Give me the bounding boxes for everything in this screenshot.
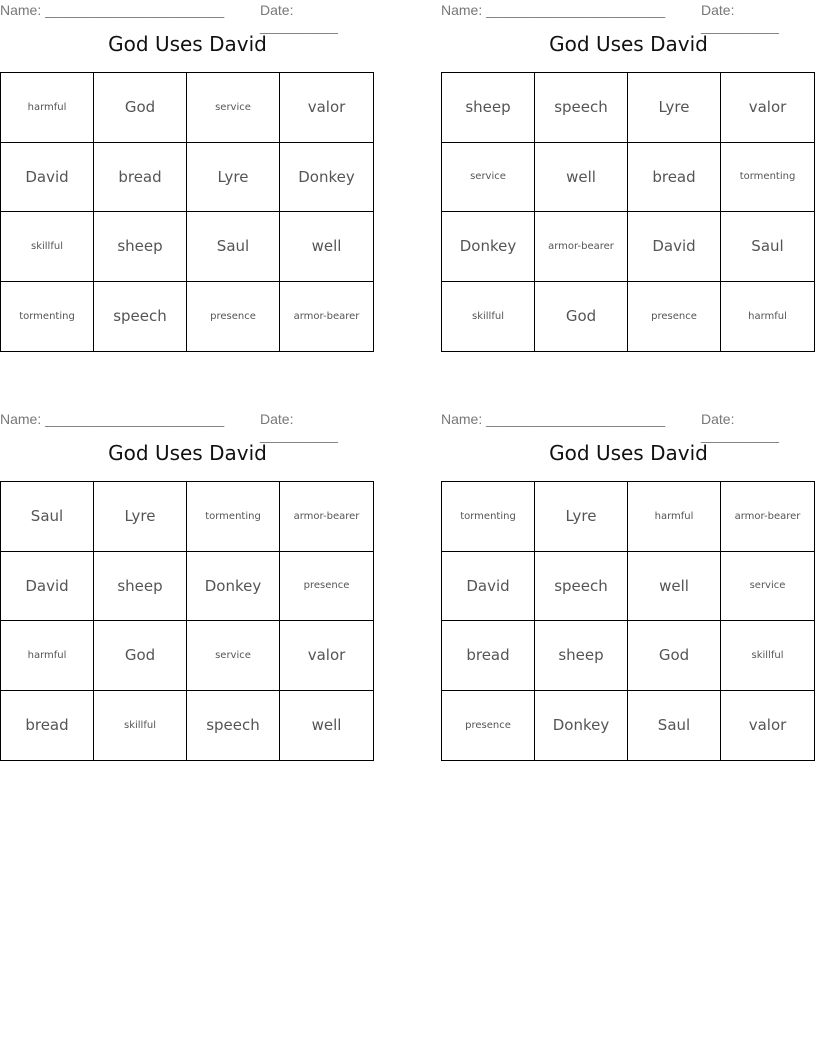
bingo-card [0,409,375,769]
bingo-cell: Saul [187,212,280,282]
bingo-cell: sheep [94,212,187,282]
card-header [0,409,375,443]
bingo-cell: valor [748,716,787,735]
bingo-cell: presence [442,691,535,761]
bingo-cell: valor [280,73,373,143]
bingo-cell: tormenting [1,282,94,352]
bingo-cell: well [311,716,342,735]
bingo-cell: God [94,621,187,691]
bingo-cell: God [94,73,187,143]
date-field: Date: __________ [701,411,779,443]
date-field: Date: __________ [260,2,338,34]
bingo-cell: bread [442,621,535,691]
bingo-cell: bread [1,691,94,761]
bingo-cell: skillful [721,621,814,691]
bingo-cell: service [187,73,280,143]
bingo-cell: presence [628,282,721,352]
bingo-cell: valor [280,621,373,691]
bingo-cell: service [187,621,280,691]
bingo-cell: harmful [1,73,94,143]
bingo-cell: David [1,552,94,622]
bingo-cell: tormenting [442,482,535,552]
bingo-cell: valor [721,73,814,143]
bingo-card [441,0,816,360]
bingo-cell: Lyre [535,482,628,552]
bingo-cell: service [442,143,535,213]
bingo-cell: skillful [94,691,187,761]
bingo-cell: Saul [628,691,721,761]
bingo-cell: Donkey [442,212,535,282]
bingo-cell: skillful [1,212,94,282]
bingo-cell: God [628,621,721,691]
card-title: God Uses David [549,32,708,56]
bingo-cell: bread [94,143,187,213]
card-header [441,409,816,443]
bingo-cell: harmful [748,310,787,322]
bingo-cell: armor-bearer [721,482,814,552]
bingo-cell: service [721,552,814,622]
bingo-cell: skillful [442,282,535,352]
card-title: God Uses David [549,441,708,465]
bingo-cell: bread [628,143,721,213]
card-title: God Uses David [108,32,267,56]
bingo-cell: Saul [1,482,94,552]
bingo-cell: speech [187,691,280,761]
bingo-cell: sheep [442,73,535,143]
bingo-cell: well [535,143,628,213]
bingo-grid [0,481,374,761]
bingo-cell: Donkey [187,552,280,622]
bingo-cell: speech [94,282,187,352]
bingo-grid [441,72,815,352]
bingo-cell: armor-bearer [293,310,360,322]
bingo-cell: armor-bearer [535,212,628,282]
bingo-cell: harmful [1,621,94,691]
bingo-cell: Donkey [535,691,628,761]
bingo-cell: tormenting [187,482,280,552]
name-field: Name: _______________________ [441,411,666,427]
bingo-cell: David [1,143,94,213]
bingo-cell: presence [187,282,280,352]
bingo-cell: Lyre [187,143,280,213]
bingo-cell: God [535,282,628,352]
bingo-cell: Lyre [628,73,721,143]
bingo-card [441,409,816,769]
bingo-cell: presence [280,552,373,622]
bingo-cell: well [628,552,721,622]
bingo-cell: David [442,552,535,622]
bingo-cell: Donkey [280,143,373,213]
bingo-cell: harmful [628,482,721,552]
bingo-cell: Saul [721,212,814,282]
bingo-card [0,0,375,360]
bingo-cell: sheep [535,621,628,691]
card-header [0,0,375,34]
name-field: Name: _______________________ [441,2,666,18]
bingo-cell: sheep [94,552,187,622]
card-header [441,0,816,34]
bingo-cell: tormenting [721,143,814,213]
card-title: God Uses David [108,441,267,465]
date-field: Date: __________ [701,2,779,34]
bingo-grid [441,481,815,761]
name-field: Name: _______________________ [0,2,225,18]
bingo-cell: David [628,212,721,282]
bingo-cell: well [280,212,373,282]
bingo-cell: Lyre [94,482,187,552]
name-field: Name: _______________________ [0,411,225,427]
date-field: Date: __________ [260,411,338,443]
bingo-cell: armor-bearer [280,482,373,552]
bingo-cell: speech [535,552,628,622]
bingo-cell: speech [535,73,628,143]
bingo-grid [0,72,374,352]
